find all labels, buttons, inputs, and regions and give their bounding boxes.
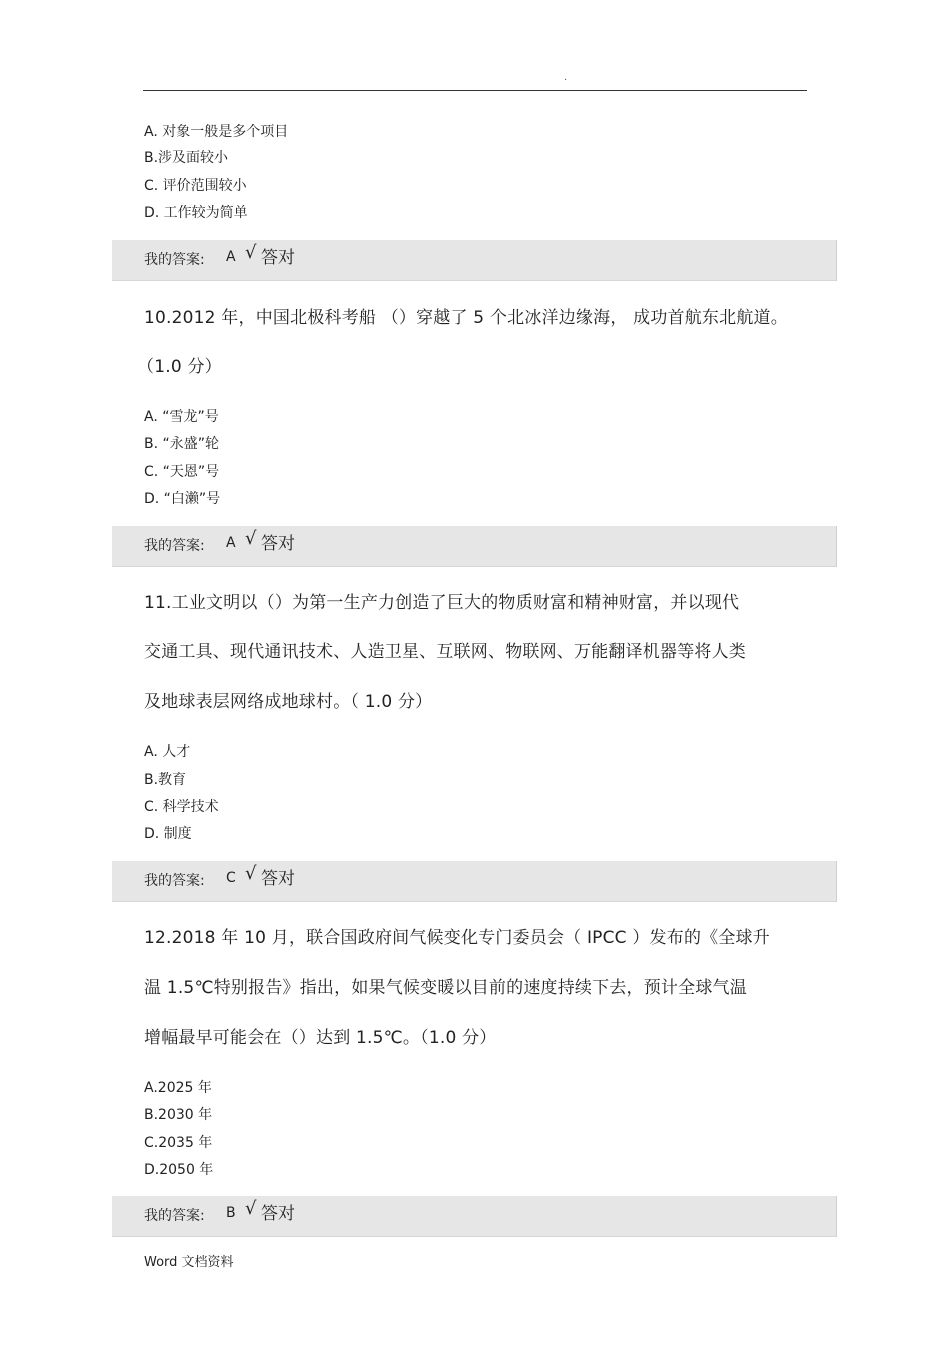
- option-c: C. 评价范围较小: [144, 178, 247, 194]
- footer-text: Word 文档资料: [144, 1255, 234, 1270]
- answer-value: B: [226, 1205, 236, 1221]
- option-d: D.2050 年: [144, 1162, 214, 1178]
- question-text-line: 温 1.5℃特别报告》指出，如果气候变暖以目前的速度持续下去，预计全球气温: [144, 978, 747, 998]
- option-b: B.涉及面较小: [144, 150, 229, 166]
- answer-label: 我的答案:: [144, 252, 205, 268]
- option-d: D. 制度: [144, 826, 192, 842]
- question-text-line: 12.2018 年 10 月，联合国政府间气候变化专门委员会（ IPCC ）发布的《全球升: [144, 928, 770, 948]
- header-rule: [143, 90, 807, 91]
- answer-result: 答对: [261, 869, 295, 889]
- option-d: D. 工作较为简单: [144, 205, 248, 221]
- check-icon: √: [245, 863, 257, 884]
- option-c: C. 科学技术: [144, 799, 219, 815]
- answer-bar-q9: [112, 240, 837, 281]
- question-text-line: 及地球表层网络成地球村。（ 1.0 分）: [144, 692, 433, 712]
- option-a: A. 人才: [144, 744, 191, 760]
- answer-value: C: [226, 870, 236, 886]
- check-icon: √: [245, 1198, 257, 1219]
- question-text-line: 增幅最早可能会在（）达到 1.5℃。（1.0 分）: [144, 1028, 497, 1048]
- question-text-line: 10.2012 年，中国北极科考船 （）穿越了 5 个北冰洋边缘海， 成功首航东北航道。: [144, 308, 788, 328]
- option-b: B. “永盛”轮: [144, 436, 220, 452]
- check-icon: √: [245, 242, 257, 263]
- answer-value: A: [226, 249, 236, 265]
- option-a: A. 对象一般是多个项目: [144, 124, 289, 140]
- question-text-line: （1.0 分）: [137, 357, 222, 377]
- option-a: A. “雪龙”号: [144, 409, 219, 425]
- option-a: A.2025 年: [144, 1080, 212, 1096]
- answer-result: 答对: [261, 248, 295, 268]
- answer-value: A: [226, 535, 236, 551]
- answer-result: 答对: [261, 1204, 295, 1224]
- answer-bar-q11: [112, 861, 837, 902]
- option-c: C.2035 年: [144, 1135, 213, 1151]
- header-dot: .: [564, 72, 568, 83]
- option-d: D. “白濑”号: [144, 491, 221, 507]
- answer-result: 答对: [261, 534, 295, 554]
- answer-label: 我的答案:: [144, 538, 205, 554]
- check-icon: √: [245, 528, 257, 549]
- answer-label: 我的答案:: [144, 1208, 205, 1224]
- option-c: C. “天恩”号: [144, 464, 220, 480]
- question-text-line: 交通工具、现代通讯技术、人造卫星、互联网、物联网、万能翻译机器等将人类: [144, 642, 746, 662]
- answer-bar-q10: [112, 526, 837, 567]
- answer-label: 我的答案:: [144, 873, 205, 889]
- option-b: B.2030 年: [144, 1107, 213, 1123]
- question-text-line: 11.工业文明以（）为第一生产力创造了巨大的物质财富和精神财富，并以现代: [144, 593, 740, 613]
- option-b: B.教育: [144, 772, 187, 788]
- answer-bar-q12: [112, 1196, 837, 1237]
